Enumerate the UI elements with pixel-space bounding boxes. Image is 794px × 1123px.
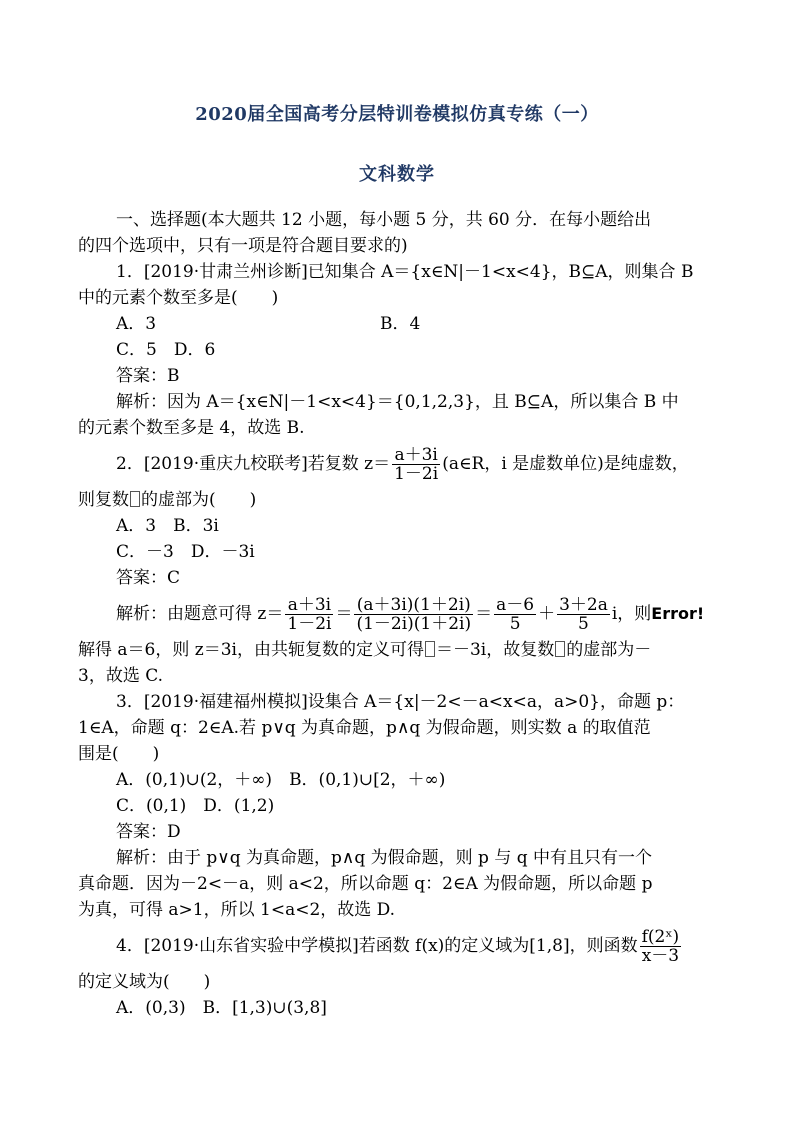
q4-fraction [640,928,682,965]
page-subtitle: 文科数学 [359,164,435,185]
q2-stem-line1 [78,441,726,487]
q1-stem-line1: 1．[2019·甘肃兰州诊断]已知集合 A＝{x∈N|－1<x<4}，B⊆A，则集合 B [116,262,694,282]
q1-answer: 答案：B [116,366,180,386]
q2-stem-line2-b: 的虚部为( ) [141,490,257,510]
q3-stem-line2: 1∈A，命题 q：2∈A.若 p∨q 为真命题，p∧q 为假命题，则实数 a 的取值范 [78,718,651,738]
q3-options-row2: C．(0,1) D．(1,2) [116,796,275,816]
q3-options-row1: A．(0,1)∪(2，＋∞) B．(0,1)∪[2，＋∞) [116,770,446,790]
section-heading-line2: 的四个选项中，只有一项是符合题目要求的) [78,236,408,256]
q2-analysis-line2 [78,637,726,663]
q4-stem-prefix: 4．[2019·山东省实验中学模拟]若函数 f(x)的定义域为[1,8]，则函数 [116,936,638,956]
q2-fraction [392,446,440,483]
missing-glyph-box [555,641,565,657]
q4-stem-line1 [78,923,726,969]
q1-option-a: A．3 [116,314,157,334]
missing-glyph-box [425,641,435,657]
q2-analysis-fraction-1 [285,596,333,633]
q1-options-row1 [78,311,726,337]
q2-stem-prefix: 2．[2019·重庆九校联考]若复数 z＝ [116,454,391,474]
page-title: 2020届全国高考分层特训卷模拟仿真专练（一） [195,104,599,125]
q2-analysis-fraction-2 [354,596,473,633]
section-heading-line1: 一、选择题(本大题共 12 小题，每小题 5 分，共 60 分．在每小题给出 [116,210,652,230]
q2-answer: 答案：C [116,568,181,588]
q2-fraction-numerator: a＋3i [392,446,440,465]
q4-stem-line2: 的定义域为( ) [78,972,211,992]
q2-analysis-line1 [78,591,726,637]
q3-answer: 答案：D [116,822,181,842]
q2-analysis-line2-c: 的虚部为－ [566,640,652,660]
q2-analysis-prefix: 解析：由题意可得 z＝ [116,604,284,624]
error-text: Error! [651,604,705,623]
q4-fraction-denominator: x－3 [641,945,680,966]
q3-stem-line1: 3．[2019·福建福州模拟]设集合 A＝{x|－2<－a<x<a，a>0}，命题 p： [116,692,685,712]
q2-analysis-fraction-2-num: (a＋3i)(1＋2i) [354,596,473,615]
q2-analysis-fraction-3-den: 5 [509,613,521,634]
q3-analysis-line2: 真命题．因为－2<－a，则 a<2，所以命题 q：2∈A 为假命题，所以命题 p [78,874,653,894]
q1-analysis-line2: 的元素个数至多是 4，故选 B. [78,418,305,438]
q4-options-row1: A．(0,3) B．[1,3)∪(3,8] [116,998,327,1018]
q2-analysis-fraction-1-den: 1－2i [287,613,332,634]
q1-analysis-line1: 解析：因为 A＝{x∈N|－1<x<4}＝{0,1,2,3}，且 B⊆A，所以集合 B 中 [116,392,679,412]
q2-analysis-line2-a: 解得 a＝6，则 z＝3i，由共轭复数的定义可得 [78,640,424,660]
plus-sign: ＋ [538,604,556,624]
q2-analysis-fraction-4-den: 5 [578,613,589,634]
q4-fraction-numerator: f(2ˣ) [641,926,680,947]
q2-analysis-fraction-1-num: a＋3i [285,596,333,615]
equals-sign: ＝ [475,604,493,624]
missing-glyph-box [130,491,140,507]
q3-stem-line3: 围是( ) [78,744,160,764]
q2-options-row2: C．－3 D．－3i [116,542,255,562]
q2-analysis-tail: i，则 [611,604,652,624]
q2-stem-line2 [78,487,726,513]
q2-analysis-line2-b: ＝－3i，故复数 [435,640,555,660]
q1-stem-line2: 中的元素个数至多是( ) [78,288,279,308]
q2-analysis-fraction-4-num: 3＋2a [559,594,608,615]
q2-analysis-line3: 3，故选 C. [78,666,164,686]
q1-option-b: B．4 [380,314,421,334]
q3-analysis-line1: 解析：由于 p∨q 为真命题，p∧q 为假命题，则 p 与 q 中有且只有一个 [116,848,653,868]
q2-stem-suffix: (a∈R，i 是虚数单位)是纯虚数， [442,454,689,474]
q3-analysis-line3: 为真，可得 a>1，所以 1<a<2，故选 D. [78,900,396,920]
q2-fraction-denominator: 1－2i [394,463,439,484]
q2-options-row1: A．3 B．3i [116,516,219,536]
q2-analysis-fraction-3 [494,596,536,633]
equals-sign: ＝ [335,604,353,624]
q2-analysis-fraction-3-num: a－6 [496,594,535,615]
document-body [78,207,726,1021]
q2-analysis-fraction-4 [557,596,610,633]
q1-options-row2: C．5 D．6 [116,340,216,360]
q2-stem-line2-a: 则复数 [78,490,129,510]
q2-analysis-fraction-2-den: (1－2i)(1＋2i) [356,613,472,634]
